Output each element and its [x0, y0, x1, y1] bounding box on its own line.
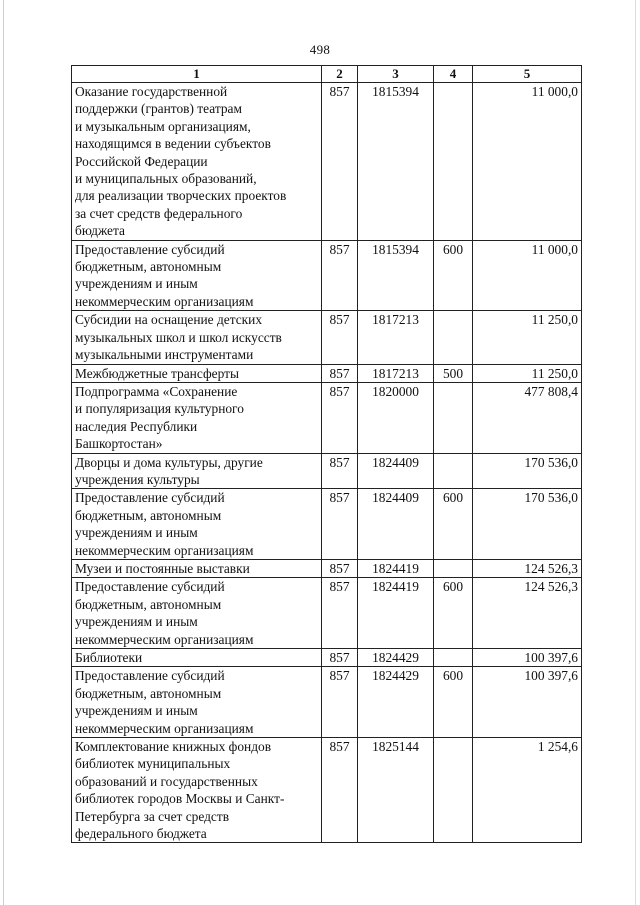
row-amount-cell: 11 250,0	[473, 311, 582, 364]
scan-edge-left	[3, 0, 4, 905]
row-type-cell: 600	[434, 240, 473, 311]
row-amount-cell: 11 000,0	[473, 83, 582, 241]
row-name-cell: Дворцы и дома культуры, другие учреждения культуры	[72, 453, 322, 489]
row-code-cell: 857	[322, 240, 358, 311]
header-col-4: 4	[434, 66, 473, 83]
table-row	[72, 83, 582, 241]
row-name-cell: Предоставление субсидий бюджетным, автономным учреждениям и иным некоммерческим организациям	[72, 667, 322, 738]
table-row	[72, 667, 582, 738]
row-type-cell: 500	[434, 364, 473, 382]
table-row	[72, 738, 582, 843]
row-article-cell: 1824409	[358, 453, 434, 489]
row-amount-cell: 100 397,6	[473, 649, 582, 667]
row-amount-cell: 124 526,3	[473, 559, 582, 577]
row-name-cell: Предоставление субсидий бюджетным, автономным учреждениям и иным некоммерческим организациям	[72, 489, 322, 560]
header-col-1: 1	[72, 66, 322, 83]
row-code-cell: 857	[322, 649, 358, 667]
row-article-cell: 1817213	[358, 311, 434, 364]
table-row	[72, 364, 582, 382]
row-code-cell: 857	[322, 559, 358, 577]
row-type-cell	[434, 649, 473, 667]
row-name-cell: Предоставление субсидий бюджетным, автономным учреждениям и иным некоммерческим организациям	[72, 240, 322, 311]
row-code-cell: 857	[322, 489, 358, 560]
row-code-cell: 857	[322, 738, 358, 843]
row-amount-cell: 124 526,3	[473, 578, 582, 649]
row-type-cell: 600	[434, 667, 473, 738]
row-name-cell: Библиотеки	[72, 649, 322, 667]
row-code-cell: 857	[322, 453, 358, 489]
header-col-5: 5	[473, 66, 582, 83]
header-row	[72, 66, 582, 83]
row-type-cell	[434, 311, 473, 364]
table-row	[72, 578, 582, 649]
row-type-cell: 600	[434, 578, 473, 649]
row-code-cell: 857	[322, 667, 358, 738]
row-name-cell: Комплектование книжных фондов библиотек муниципальных образований и государственных библиотек городов Москвы и Санкт- Петербурга за счет средств федерального бюджета	[72, 738, 322, 843]
table-row	[72, 311, 582, 364]
row-code-cell: 857	[322, 311, 358, 364]
scan-edge-right	[635, 0, 636, 905]
row-article-cell: 1824419	[358, 559, 434, 577]
header-col-2: 2	[322, 66, 358, 83]
row-type-cell	[434, 453, 473, 489]
table-row	[72, 649, 582, 667]
row-code-cell: 857	[322, 83, 358, 241]
row-type-cell	[434, 83, 473, 241]
row-amount-cell: 477 808,4	[473, 382, 582, 453]
row-article-cell: 1820000	[358, 382, 434, 453]
row-name-cell: Предоставление субсидий бюджетным, автономным учреждениям и иным некоммерческим организациям	[72, 578, 322, 649]
budget-table	[71, 65, 582, 843]
row-amount-cell: 170 536,0	[473, 453, 582, 489]
table-row	[72, 559, 582, 577]
table-row	[72, 453, 582, 489]
row-amount-cell: 100 397,6	[473, 667, 582, 738]
row-type-cell: 600	[434, 489, 473, 560]
row-code-cell: 857	[322, 364, 358, 382]
row-amount-cell: 11 000,0	[473, 240, 582, 311]
table-row	[72, 382, 582, 453]
row-type-cell	[434, 738, 473, 843]
row-article-cell: 1815394	[358, 240, 434, 311]
row-name-cell: Оказание государственной поддержки (грантов) театрам и музыкальным организациям, находящимся в ведении субъектов Российской Федерации и муниципальных образований, для реализации творческих проектов за счет средств федерального бюджета	[72, 83, 322, 241]
row-name-cell: Субсидии на оснащение детских музыкальных школ и школ искусств музыкальными инструментами	[72, 311, 322, 364]
row-amount-cell: 1 254,6	[473, 738, 582, 843]
row-article-cell: 1825144	[358, 738, 434, 843]
row-article-cell: 1824419	[358, 578, 434, 649]
row-type-cell	[434, 382, 473, 453]
row-code-cell: 857	[322, 382, 358, 453]
row-name-cell: Подпрограмма «Сохранение и популяризация культурного наследия Республики Башкортостан»	[72, 382, 322, 453]
table-row	[72, 240, 582, 311]
row-article-cell: 1824409	[358, 489, 434, 560]
row-article-cell: 1815394	[358, 83, 434, 241]
row-article-cell: 1817213	[358, 364, 434, 382]
row-name-cell: Межбюджетные трансферты	[72, 364, 322, 382]
header-col-3: 3	[358, 66, 434, 83]
page-number: 498	[309, 42, 331, 57]
row-type-cell	[434, 559, 473, 577]
row-name-cell: Музеи и постоянные выставки	[72, 559, 322, 577]
row-article-cell: 1824429	[358, 667, 434, 738]
row-amount-cell: 11 250,0	[473, 364, 582, 382]
row-article-cell: 1824429	[358, 649, 434, 667]
row-amount-cell: 170 536,0	[473, 489, 582, 560]
row-code-cell: 857	[322, 578, 358, 649]
table-row	[72, 489, 582, 560]
